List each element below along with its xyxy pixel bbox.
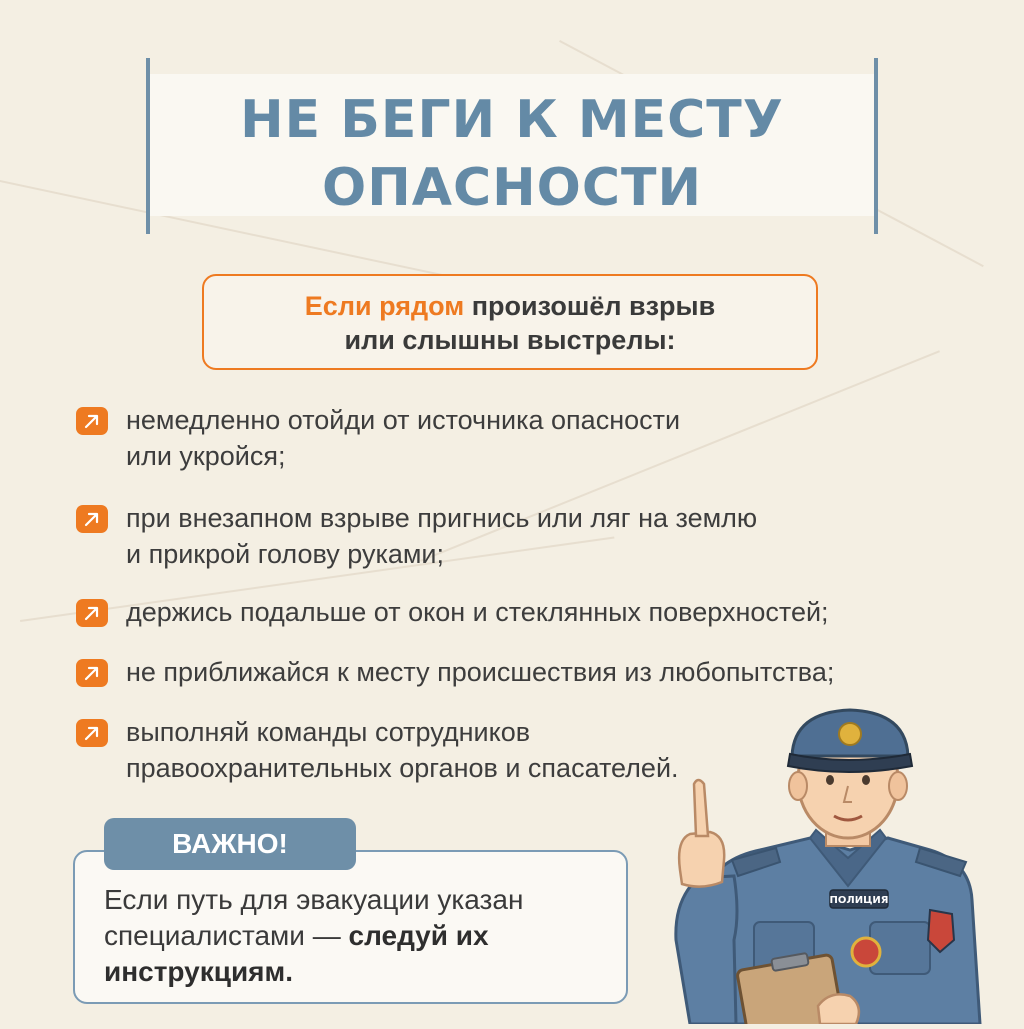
arrow-up-right-icon (76, 659, 108, 687)
list-item-text: не приближайся к месту происшествия из любопытства; (126, 657, 835, 687)
important-text-bold: следуй их инструкциям. (104, 920, 489, 987)
arrow-up-right-icon (76, 505, 108, 533)
important-text (104, 882, 624, 990)
intro-line-1 (204, 289, 816, 323)
police-officer-illustration (650, 700, 1024, 1024)
arrow-up-right-icon (76, 407, 108, 435)
title-block (146, 58, 878, 234)
title-right-rule (874, 58, 878, 234)
important-text-plain: Если путь для эвакуации указан специалистами — (104, 884, 524, 951)
page-title-line-2: ОПАСНОСТИ (321, 158, 702, 218)
arrow-up-right-icon (76, 719, 108, 747)
page-title (150, 86, 874, 222)
list-item-text: выполняй команды сотрудников правоохранительных органов и спасателей. (126, 717, 679, 783)
intro-box (202, 274, 818, 370)
intro-rest: произошёл взрыв (464, 291, 716, 321)
arrow-up-right-icon (76, 599, 108, 627)
chest-patch-label: ПОЛИЦИЯ (829, 895, 889, 906)
important-label: ВАЖНО! (104, 818, 356, 870)
list-item-text: при внезапном взрыве пригнись или ляг на землю и прикрой голову руками; (126, 503, 758, 569)
intro-highlight: Если рядом (304, 291, 465, 321)
list-item-text: держись подальше от окон и стеклянных поверхностей; (126, 597, 829, 627)
list-item-text: немедленно отойди от источника опасности или укройся; (126, 405, 681, 471)
page-title-line-1: НЕ БЕГИ К МЕСТУ (240, 90, 784, 150)
intro-line-2: или слышны выстрелы: (344, 325, 676, 355)
